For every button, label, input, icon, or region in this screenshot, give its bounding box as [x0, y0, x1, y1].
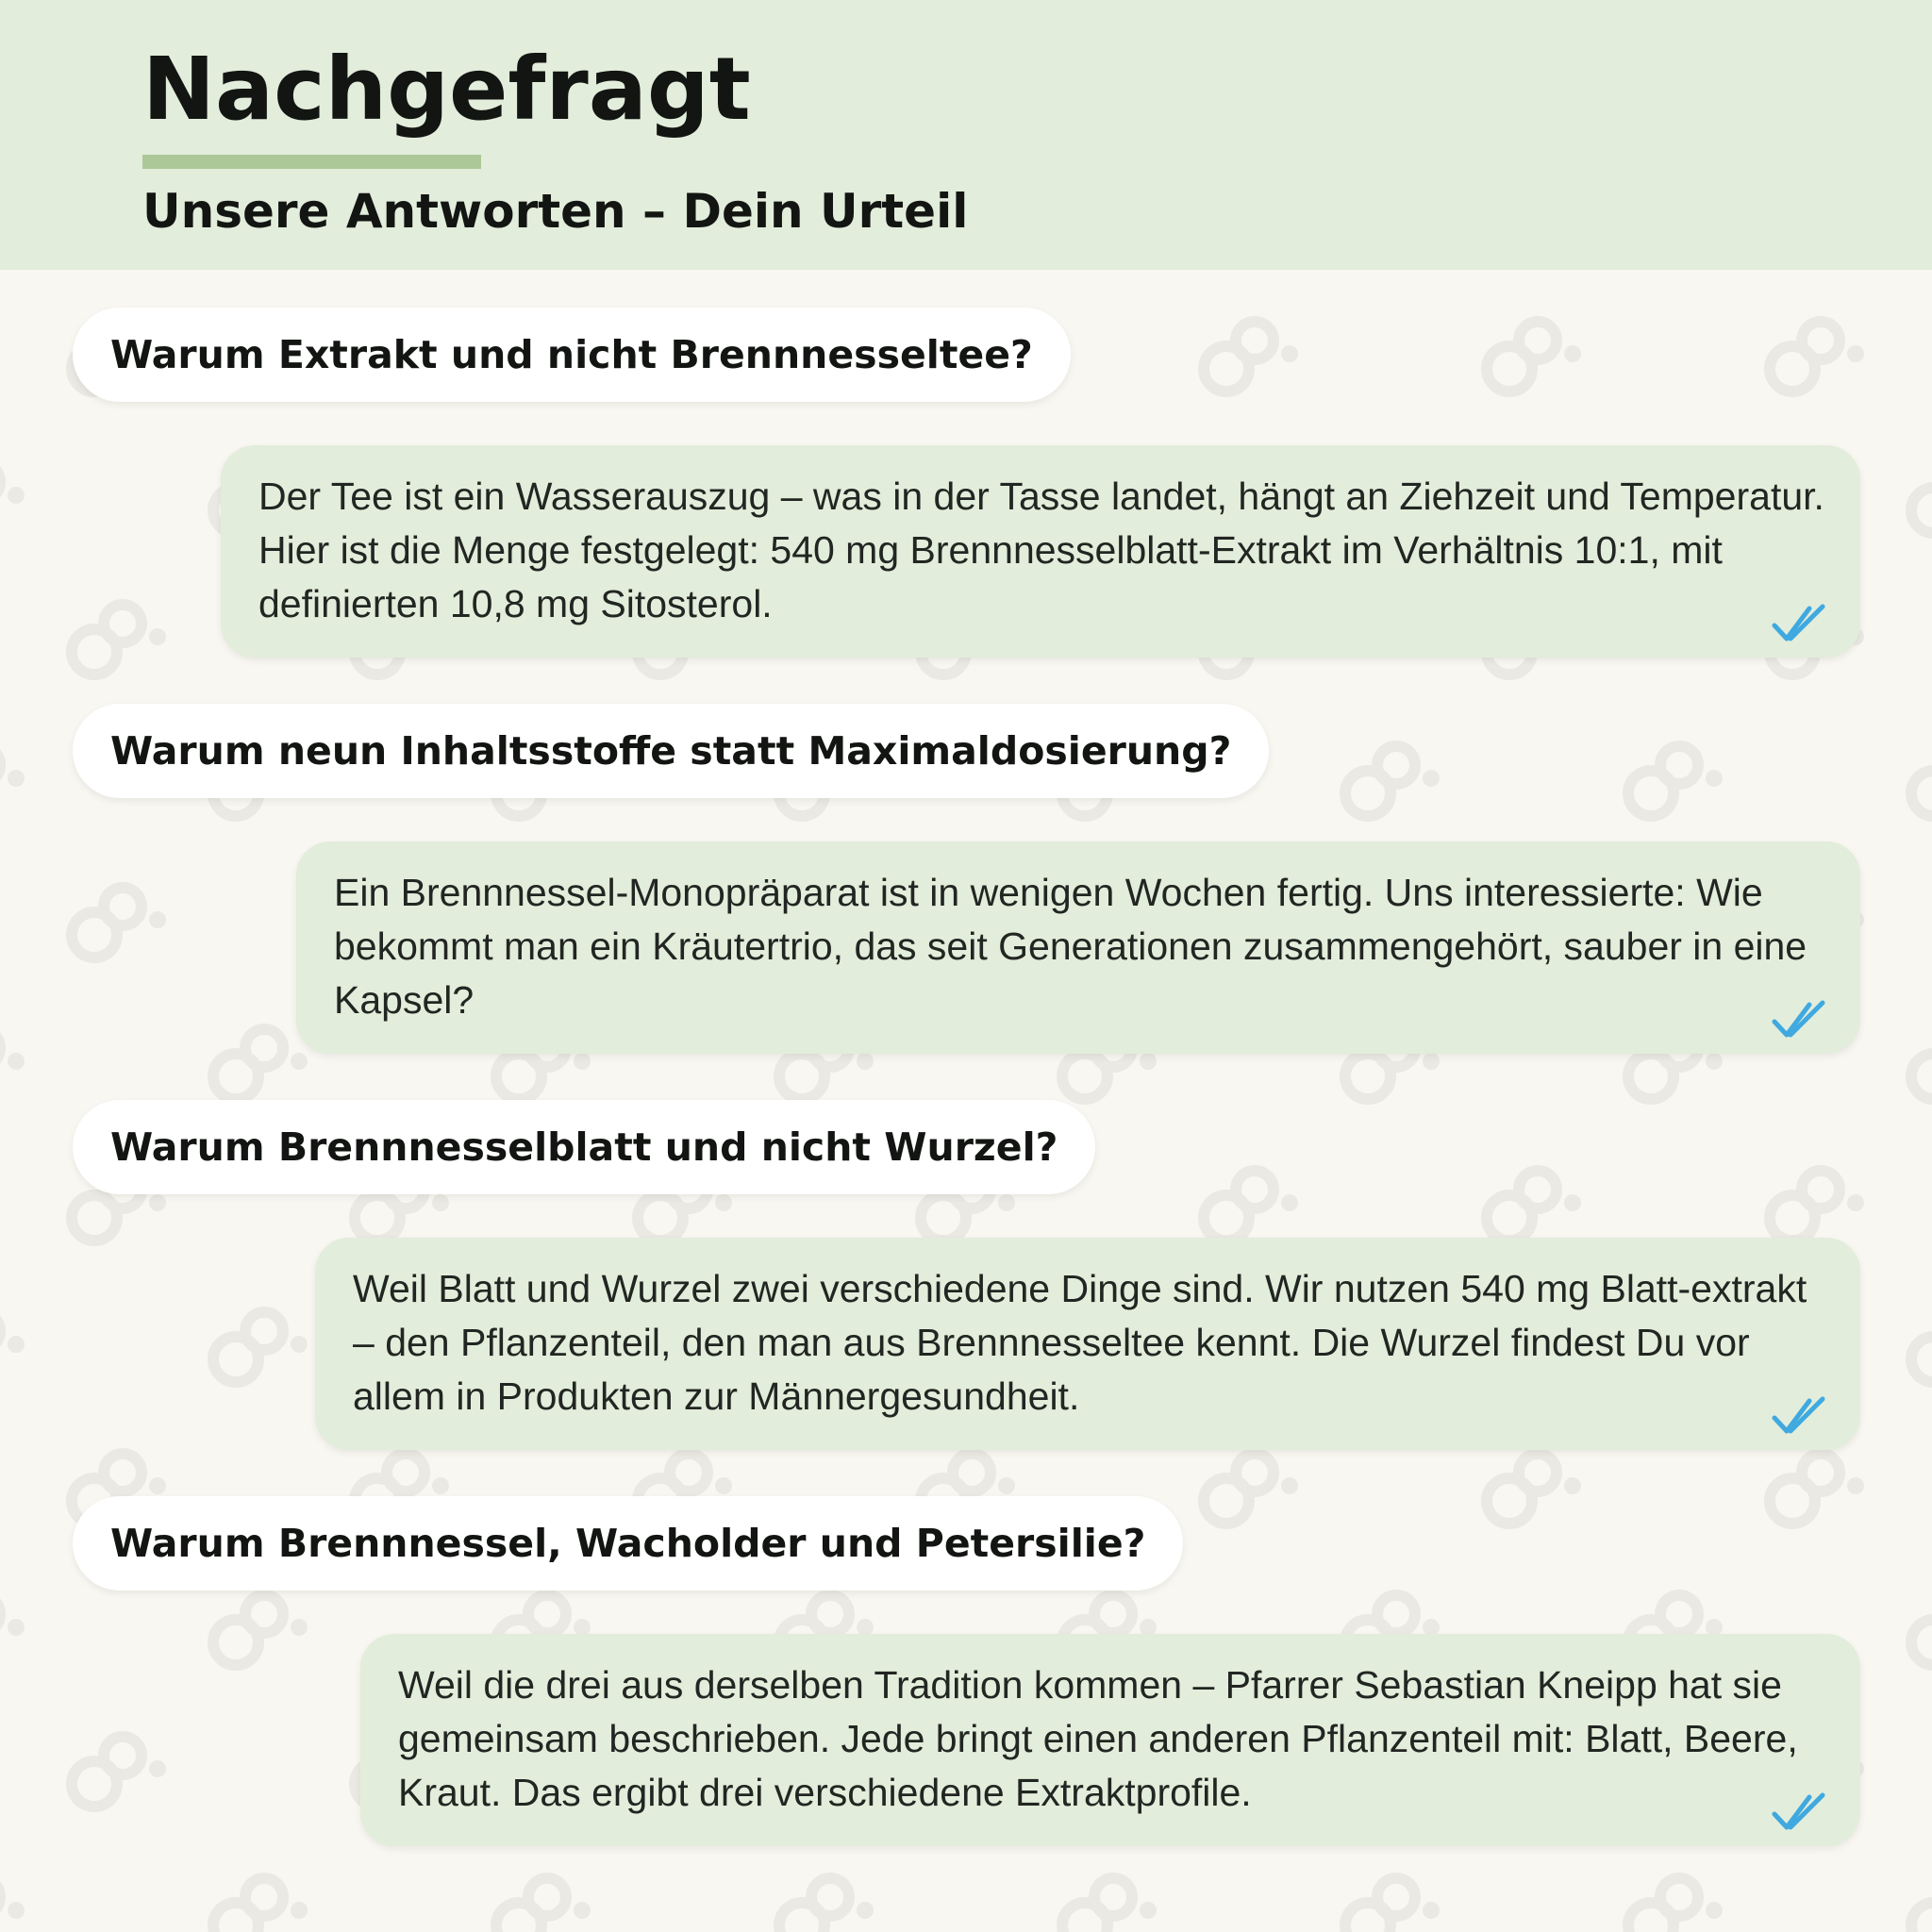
answer-bubble-2 [296, 841, 1860, 1054]
answer-bubble-1 [221, 445, 1860, 658]
double-check-icon [1772, 1395, 1826, 1437]
page-subtitle: Unsere Antworten – Dein Urteil [142, 184, 969, 239]
double-check-icon [1772, 603, 1826, 644]
answer-text-3: Weil Blatt und Wurzel zwei verschiedene Dinge sind. Wir nutzen 540 mg Blatt-extrakt – den Pflanzenteil, den man aus Brennnesseltee kennt. Die Wurzel findest Du vor allem in Produkten zur Männergesundheit. [353, 1267, 1807, 1418]
answer-text-4: Weil die drei aus derselben Tradition kommen – Pfarrer Sebastian Kneipp hat sie gemeinsam beschrieben. Jede bringt einen anderen Pflanzenteil mit: Blatt, Beere, Kraut. Das ergibt drei verschiedene Extraktprofile. [398, 1663, 1798, 1814]
answer-text-2: Ein Brennnessel-Monopräparat ist in wenigen Wochen fertig. Uns interessierte: Wie bekommt man ein Kräutertrio, das seit Generationen zusammengehört, sauber in eine Kapsel? [334, 871, 1807, 1022]
question-bubble-4: Warum Brennnessel, Wacholder und Petersilie? [73, 1496, 1183, 1591]
question-bubble-3: Warum Brennnesselblatt und nicht Wurzel? [73, 1100, 1095, 1194]
double-check-icon [1772, 999, 1826, 1041]
answer-bubble-4 [360, 1634, 1860, 1846]
page-title: Nachgefragt [142, 39, 751, 140]
answer-bubble-3 [315, 1238, 1860, 1450]
double-check-icon [1772, 1791, 1826, 1833]
answer-text-1: Der Tee ist ein Wasserauszug – was in der Tasse landet, hängt an Ziehzeit und Temperatur. Hier ist die Menge festgelegt: 540 mg Brennnesselblatt-Extrakt im Verhältnis 10:1, mit definierten 10,8 mg Sitosterol. [258, 475, 1824, 625]
question-bubble-2: Warum neun Inhaltsstoffe statt Maximaldosierung? [73, 704, 1269, 798]
question-bubble-1: Warum Extrakt und nicht Brennnesseltee? [73, 308, 1071, 402]
